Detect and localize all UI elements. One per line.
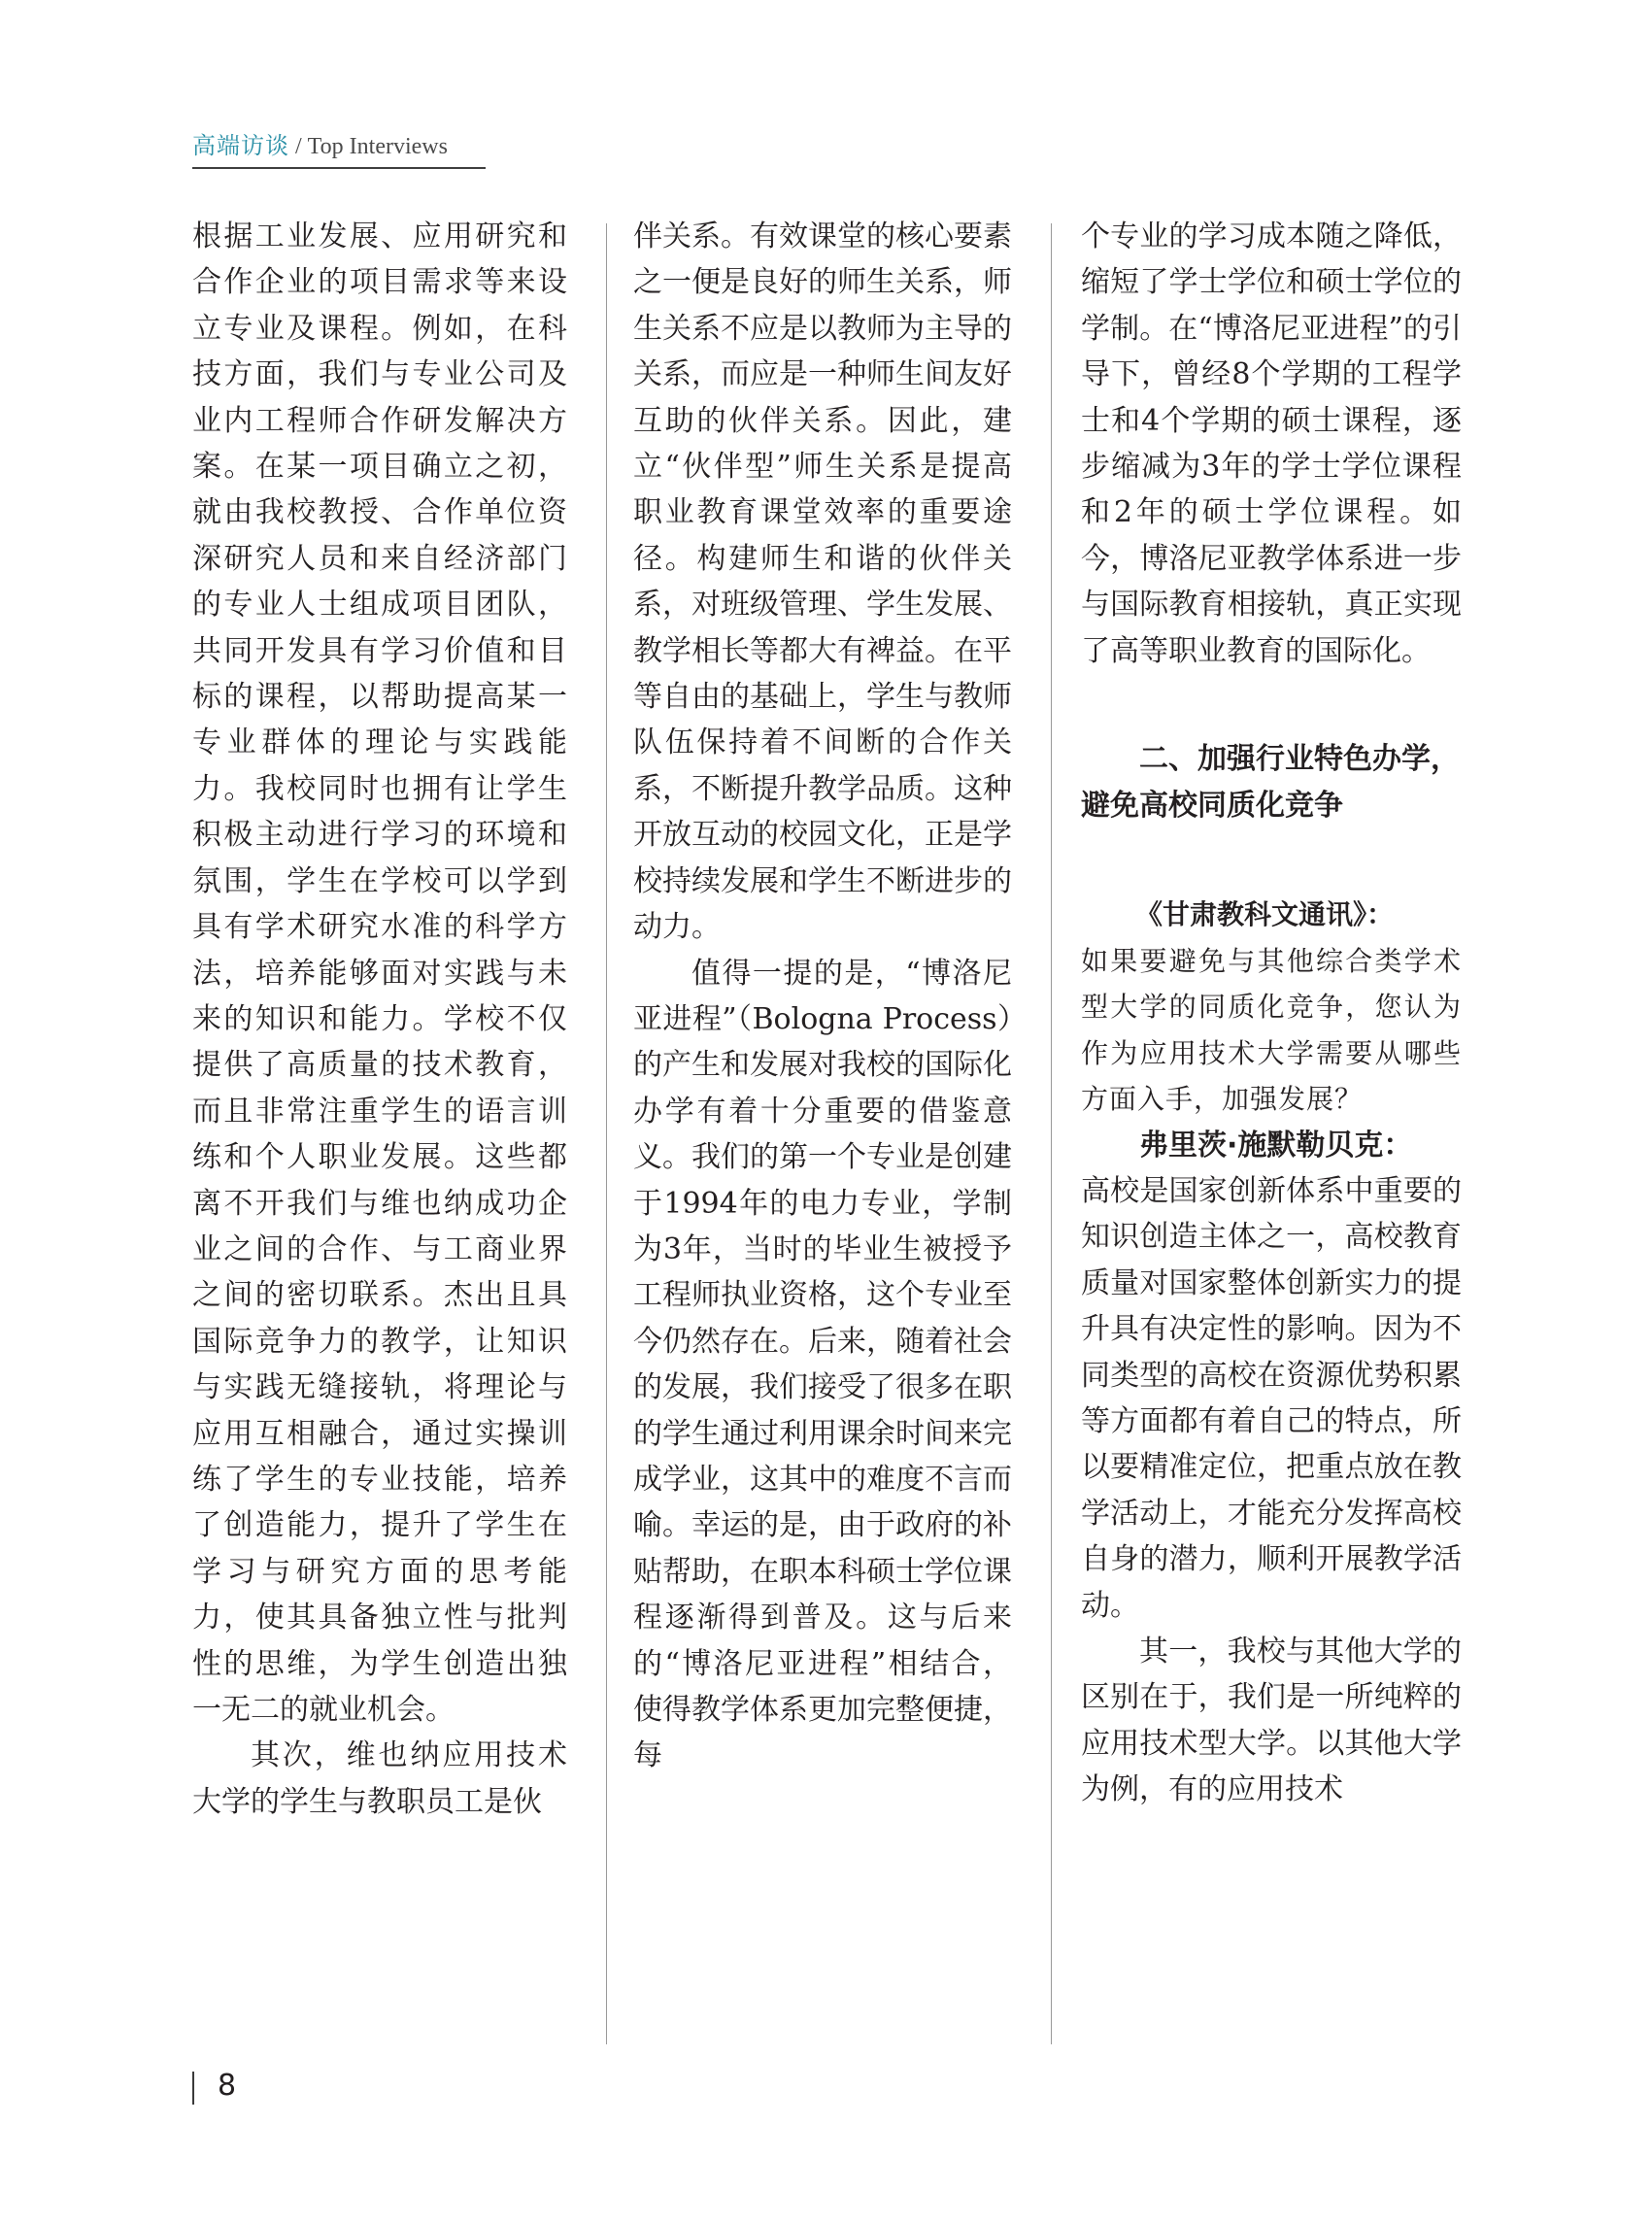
paragraph: 根据工业发展、应用研究和合作企业的项目需求等来设立专业及课程。例如，在科技方面，我们与专业公司及业内工程师合作研发解决方案。在某一项目确立之初，就由我校教授、合作单位资深研究人员和来自经济部门的专业人士组成项目团队，共同开发具有学习价值和目标的课程，以帮助提高某一专业群体的理论与实践能力。我校同时也拥有让学生积极主动进行学习的环境和氛围，学生在学校可以学到具有学术研究水准的科学方法，培养能够面对实践与未来的知识和能力。学校不仅提供了高质量的技术教育，而且非常注重学生的语言训练和个人职业发展。这些都离不开我们与维也纳成功企业之间的合作、与工商业界之间的密切联系。杰出且具国际竞争力的教学，让知识与实践无缝接轨，将理论与应用互相融合，通过实操训练了学生的专业技能，培养了创造能力，提升了学生在学习与研究方面的思考能力，使其具备独立性与批判性的思维，为学生创造出独一无二的就业机会。 [192, 219, 567, 1727]
paragraph: 其次，维也纳应用技术大学的学生与教职员工是伙 [192, 1738, 567, 1819]
question-source: 《甘肃教科文通讯》： [1135, 898, 1395, 931]
section-heading-line2: 避免高校同质化竞争 [1081, 789, 1343, 824]
text-column-2 [633, 214, 1012, 2040]
paragraph: 值得一提的是，“博洛尼亚进程”（Bologna Process）的产生和发展对我校的国际化办学有着十分重要的借鉴意义。我们的第一个专业是创建于1994年的电力专业，学制为3年，当时的毕业生被授予工程师执业资格，这个专业至今仍然存在。后来，随着社会的发展，我们接受了很多在职的学生通过利用课余时间来完成学业，这其中的难度不言而喻。幸运的是，由于政府的补贴帮助，在职本科硕士学位课程逐渐得到普及。这与后来的“博洛尼亚进程”相结合，使得教学体系更加完整便捷，每 [633, 956, 1012, 1773]
paragraph: 其一，我校与其他大学的区别在于，我们是一所纯粹的应用技术型大学。以其他大学为例，有的应用技术 [1081, 1635, 1462, 1807]
section-header [192, 129, 448, 163]
paragraph: 个专业的学习成本随之降低，缩短了学士学位和硕士学位的学制。在“博洛尼亚进程”的引导下，曾经8个学期的工程学士和4个学期的硕士课程，逐步缩减为3年的学士学位课程和2年的硕士学位课程。如今，博洛尼亚教学体系进一步与国际教育相接轨，真正实现了高等职业教育的国际化。 [1081, 219, 1462, 668]
column-divider [1051, 223, 1052, 2044]
speaker-name: 弗里茨·施默勒贝克： [1139, 1128, 1413, 1163]
paragraph: 高校是国家创新体系中重要的知识创造主体之一，高校教育质量对国家整体创新实力的提升具有决定性的影响。因为不同类型的高校在资源优势积累等方面都有着自己的特点，所以要精准定位，把重点放在教学活动上，才能充分发挥高校自身的潜力，顺利开展教学活动。 [1081, 1173, 1462, 1623]
column-divider [606, 223, 607, 2044]
question-text: 如果要避免与其他综合类学术型大学的同质化竞争，您认为作为应用技术大学需要从哪些方面入手，加强发展？ [1081, 944, 1462, 1116]
page-number: 8 [218, 2069, 237, 2103]
text-column-1 [192, 214, 567, 2040]
paragraph: 伴关系。有效课堂的核心要素之一便是良好的师生关系，师生关系不应是以教师为主导的关系，而应是一种师生间友好互助的伙伴关系。因此，建立“伙伴型”师生关系是提高职业教育课堂效率的重要途径。构建师生和谐的伙伴关系，对班级管理、学生发展、教学相长等都大有裨益。在平等自由的基础上，学生与教师队伍保持着不间断的合作关系，不断提升教学品质。这种开放互动的校园文化，正是学校持续发展和学生不断进步的动力。 [633, 219, 1012, 945]
section-heading [1081, 736, 1462, 829]
header-rule [192, 167, 486, 169]
section-title-en: / Top Interviews [289, 134, 448, 159]
text-column-3 [1081, 214, 1462, 2040]
footer-bar [192, 2072, 194, 2105]
section-title-cn: 高端访谈 [192, 132, 289, 159]
section-heading-line1: 二、加强行业特色办学， [1139, 742, 1460, 777]
